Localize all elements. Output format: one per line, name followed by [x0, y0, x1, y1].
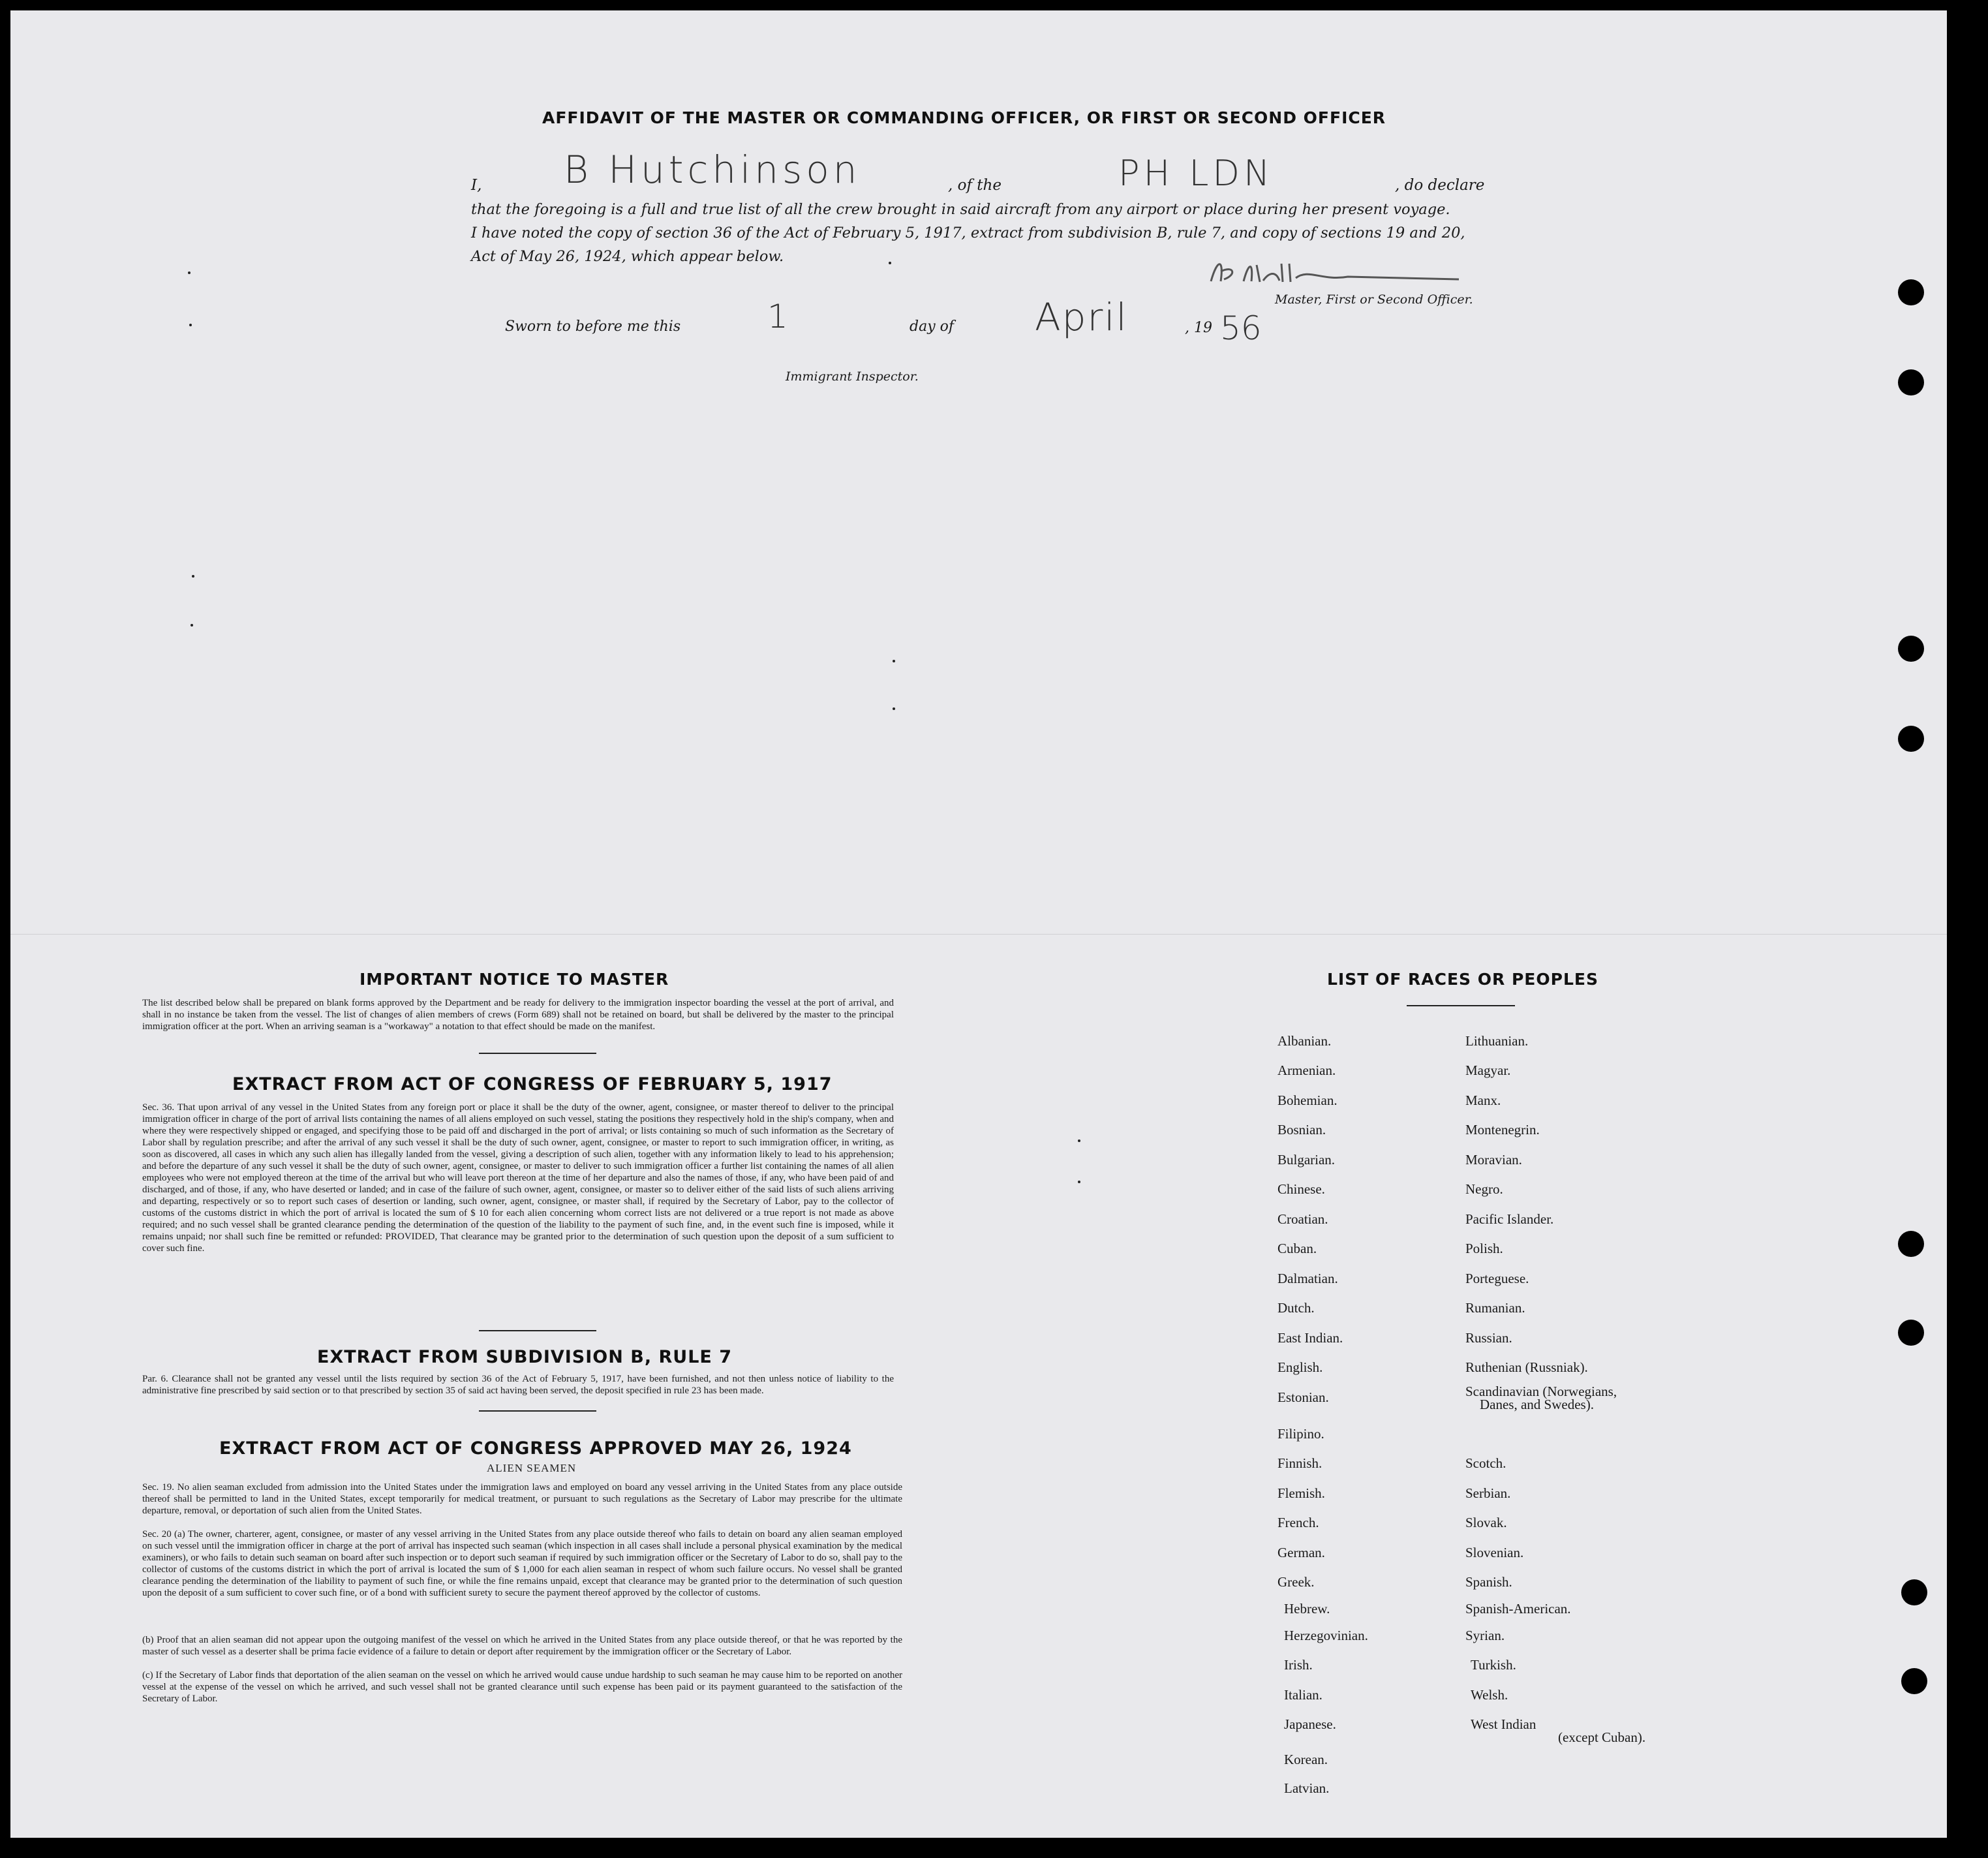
race-item: (except Cuban). — [1558, 1729, 1646, 1745]
race-item: Manx. — [1465, 1092, 1501, 1108]
race-item: Filipino. — [1277, 1426, 1324, 1442]
affidavit-line-4: Act of May 26, 1924, which appear below. — [471, 248, 784, 265]
affidavit-title: AFFIDAVIT OF THE MASTER OR COMMANDING OFFICER, OR FIRST OR SECOND OFFICER — [542, 108, 1386, 127]
race-item: Hebrew. — [1284, 1601, 1330, 1617]
race-item: Estonian. — [1277, 1389, 1329, 1405]
handwritten-name: B Hutchinson — [564, 147, 861, 192]
race-item: Slovenian. — [1465, 1545, 1524, 1560]
race-item: Dalmatian. — [1277, 1271, 1338, 1286]
speck — [192, 575, 194, 578]
handwritten-aircraft: PH LDN — [1118, 153, 1274, 194]
extract-1917-title: EXTRACT FROM ACT OF CONGRESS OF FEBRUARY 5, 1917 — [232, 1074, 833, 1094]
race-item: English. — [1277, 1359, 1323, 1375]
race-item: Armenian. — [1277, 1062, 1336, 1078]
document-page — [10, 10, 1947, 1838]
races-title: LIST OF RACES OR PEOPLES — [1327, 970, 1598, 989]
race-item: Dutch. — [1277, 1300, 1315, 1316]
binder-hole — [1898, 369, 1924, 395]
speck — [191, 624, 193, 627]
race-item: Danes, and Swedes). — [1480, 1397, 1594, 1412]
race-item: Croatian. — [1277, 1211, 1328, 1227]
race-item: Porteguese. — [1465, 1271, 1529, 1286]
race-item: Chinese. — [1277, 1181, 1325, 1197]
speck — [189, 324, 192, 326]
race-item: Greek. — [1277, 1574, 1315, 1590]
sec-19-body: Sec. 19. No alien seaman excluded from admission into the United States under the immigration laws and employed on board any vessel arriving in the United States from any place outside thereof shall be permitted to land in the United States, except temporarily for medical treatment, or pursuant to such regulations as the Secretary of Labor may prescribe for the ultimate departure, removal, or deportation of such alien from the United States. — [142, 1482, 902, 1516]
speck — [1078, 1139, 1080, 1142]
speck — [893, 707, 895, 710]
race-item: Albanian. — [1277, 1033, 1332, 1049]
binder-hole — [1898, 726, 1924, 752]
binder-hole — [1901, 1579, 1927, 1605]
race-item: Japanese. — [1284, 1716, 1336, 1732]
binder-hole — [1901, 1668, 1927, 1694]
sec-20c-body: (c) If the Secretary of Labor finds that deportation of the alien seaman on the vessel on which he arrived would cause undue hardship to such seaman he may cause him to be reported on another vessel at the expense of the vessel on which he arrived, and such vessel shall not be granted clearance until such expense has been paid or its payment guaranteed to the satisfaction of the Secretary of Labor. — [142, 1670, 902, 1704]
race-item: Flemish. — [1277, 1485, 1325, 1501]
race-item: Latvian. — [1284, 1780, 1330, 1796]
extract-1924-title: EXTRACT FROM ACT OF CONGRESS APPROVED MAY 26, 1924 — [219, 1438, 852, 1459]
race-item: Bosnian. — [1277, 1122, 1326, 1138]
race-item: Magyar. — [1465, 1062, 1511, 1078]
handwritten-day: 1 — [767, 298, 792, 335]
race-item: French. — [1277, 1515, 1319, 1530]
race-item: Montenegrin. — [1465, 1122, 1540, 1138]
race-item: Ruthenian (Russniak). — [1465, 1359, 1588, 1375]
race-item: Cuban. — [1277, 1241, 1317, 1256]
handwritten-year: 56 — [1220, 309, 1262, 347]
race-item: Bulgarian. — [1277, 1152, 1336, 1168]
rule — [1407, 1005, 1515, 1006]
rule7-body: Par. 6. Clearance shall not be granted any vessel until the lists required by section 36 of the Act of February 5, 1917, have been furnished, and not then unless notice of liability to the administrative fine prescribed by said section or to that prescribed by section 35 of said act having been served, the deposit specified in rule 23 has been made. — [142, 1374, 894, 1396]
binder-hole — [1898, 279, 1924, 305]
affidavit-line-3: I have noted the copy of section 36 of the Act of February 5, 1917, extract from subdivision B, rule 7, and copy of sections 19 and 20, — [471, 225, 1465, 241]
race-item: Moravian. — [1465, 1152, 1522, 1168]
race-item: Syrian. — [1465, 1628, 1505, 1643]
race-item: Lithuanian. — [1465, 1033, 1529, 1049]
rule — [479, 1410, 596, 1412]
year-prefix: , 19 — [1185, 320, 1212, 336]
race-item: East Indian. — [1277, 1330, 1343, 1346]
speck — [889, 262, 891, 264]
race-item: Spanish. — [1465, 1574, 1512, 1590]
race-item: Rumanian. — [1465, 1300, 1525, 1316]
race-item: German. — [1277, 1545, 1325, 1560]
speck — [1078, 1181, 1080, 1183]
binder-hole — [1898, 1231, 1924, 1257]
race-item: Turkish. — [1471, 1657, 1516, 1673]
race-item: Polish. — [1465, 1241, 1503, 1256]
binder-hole — [1898, 1320, 1924, 1346]
race-item: Finnish. — [1277, 1455, 1323, 1471]
extract-1917-body: Sec. 36. That upon arrival of any vessel in the United States from any foreign port or place it shall be the duty of the owner, agent, consignee, or master thereof to deliver to the principal immigration officer in charge of the port of arrival lists containing the names of all aliens employed on such vessel, stating the positions they respectively hold in the ship's company, when and where they were respectively shipped or engaged, and specifying those to be paid off and discharged in the port of arrival; or lists containing so much of such information as the Secretary of Labor shall by regulation prescribe; and after the arrival of any such vessel it shall be the duty of such owner, agent, consignee, or master to report to such immigration officer, in writing, as soon as discovered, all cases in which any such alien has illegally landed from the vessel, giving a description of such alien, together with any information likely to lead to his apprehension; and before the departure of any such vessel it shall be the duty of such owner, agent, consignee, or master to deliver to such immigration officer a further list containing the names of all alien employees who were not employed thereon at the time of the arrival but who will leave port thereon at the time of her departure and also the names of those, if any, who have been paid of and discharged, and of those, if any, who have deserted or landed; and in case of the failure of such owner, agent, consignee, or master so to deliver either of the said lists of such aliens arriving and departing, respectively or so to report such cases of desertion or landing, such owner, agent, consignee, or master shall, if required by the Secretary of Labor, pay to the collector of customs of the customs district in which the port of arrival is located the sum of $ 10 for each alien concerning whom correct lists are not delivered or a true report is not made as above required; and no such vessel shall be granted clearance pending the determination of the question of the liability to the payment of such fine, and, in the event such fine is imposed, while it remains unpaid; nor shall such fine be remitted or refunded: PROVIDED, That clearance may be granted prior to the determination of such question upon the deposit of a sum sufficient to cover such fine. — [142, 1102, 894, 1254]
signature-mark — [1198, 252, 1472, 298]
race-item: Scandinavian (Norwegians, — [1465, 1384, 1617, 1399]
race-item: Pacific Islander. — [1465, 1211, 1554, 1227]
speck — [893, 660, 895, 662]
race-item: Serbian. — [1465, 1485, 1511, 1501]
race-item: Slovak. — [1465, 1515, 1507, 1530]
i-label: I, — [471, 177, 482, 194]
sworn-label: Sworn to before me this — [505, 318, 681, 335]
day-of-label: day of — [910, 318, 955, 335]
race-item: Bohemian. — [1277, 1092, 1338, 1108]
race-item: West Indian — [1471, 1716, 1537, 1732]
fold-line — [10, 934, 1947, 935]
notice-body: The list described below shall be prepared on blank forms approved by the Department and be ready for delivery to the immigration inspector boarding the vessel at the port of arrival, and shall in no instance be taken from the vessel. The list of changes of alien members of crews (Form 689) shall not be retained on board, but shall be delivered by the master to the principal immigration officer at the port. When an arriving seaman is a "workaway" a notation to that effect should be made on the manifest. — [142, 998, 894, 1032]
race-item: Spanish-American. — [1465, 1601, 1571, 1617]
inspector-caption: Immigrant Inspector. — [786, 369, 919, 384]
race-item: Italian. — [1284, 1687, 1323, 1703]
rule — [479, 1330, 596, 1331]
race-item: Herzegovinian. — [1284, 1628, 1368, 1643]
race-item: Negro. — [1465, 1181, 1503, 1197]
rule7-title: EXTRACT FROM SUBDIVISION B, RULE 7 — [317, 1347, 733, 1367]
speck — [188, 271, 191, 274]
do-declare-label: , do declare — [1395, 177, 1485, 194]
affidavit-line-2: that the foregoing is a full and true list of all the crew brought in said aircraft from any airport or place during her present voyage. — [471, 201, 1450, 218]
notice-title: IMPORTANT NOTICE TO MASTER — [359, 970, 669, 989]
of-the-label: , of the — [948, 177, 1002, 194]
sec-20a-body: Sec. 20 (a) The owner, charterer, agent, consignee, or master of any vessel arriving in the United States from any place outside thereof who fails to detain on board any alien seaman employed on such vessel until the immigration officer in charge at the port of arrival has inspected such seaman (which inspection in all cases shall include a personal physical examination by the medical examiners), or who fails to detain such seaman on board after such inspection or to deport such seaman if required by such immigration officer or the Secretary of Labor to do so, shall pay to the collector of customs of the customs district in which the port of arrival is located the sum of $ 1,000 for each alien seaman in respect of whom such failure occurs. No vessel shall be granted clearance pending the determination of the liability to payment of such fine, or while the fine remains unpaid, except that clearance may be granted prior to the determination of such question upon the deposit of a sum sufficient to cover such fine, or of a bond with sufficient surety to secure the payment thereof approved by the collector of customs. — [142, 1529, 902, 1598]
race-item: Russian. — [1465, 1330, 1512, 1346]
binder-hole — [1898, 636, 1924, 662]
race-item: Welsh. — [1471, 1687, 1508, 1703]
race-item: Irish. — [1284, 1657, 1313, 1673]
sec-20b-body: (b) Proof that an alien seaman did not appear upon the outgoing manifest of the vessel on which he arrived in the United States from any place outside thereof, or that he was reported by the master of such vessel as a deserter shall be prima facie evidence of a failure to detain or deport after requirement by the immigration officer or the Secretary of Labor. — [142, 1635, 902, 1657]
race-item: Scotch. — [1465, 1455, 1506, 1471]
alien-seamen-subtitle: ALIEN SEAMEN — [487, 1462, 577, 1474]
race-item: Korean. — [1284, 1752, 1328, 1767]
handwritten-month: April — [1035, 295, 1128, 339]
rule — [479, 1053, 596, 1054]
signature-caption: Master, First or Second Officer. — [1275, 292, 1473, 307]
